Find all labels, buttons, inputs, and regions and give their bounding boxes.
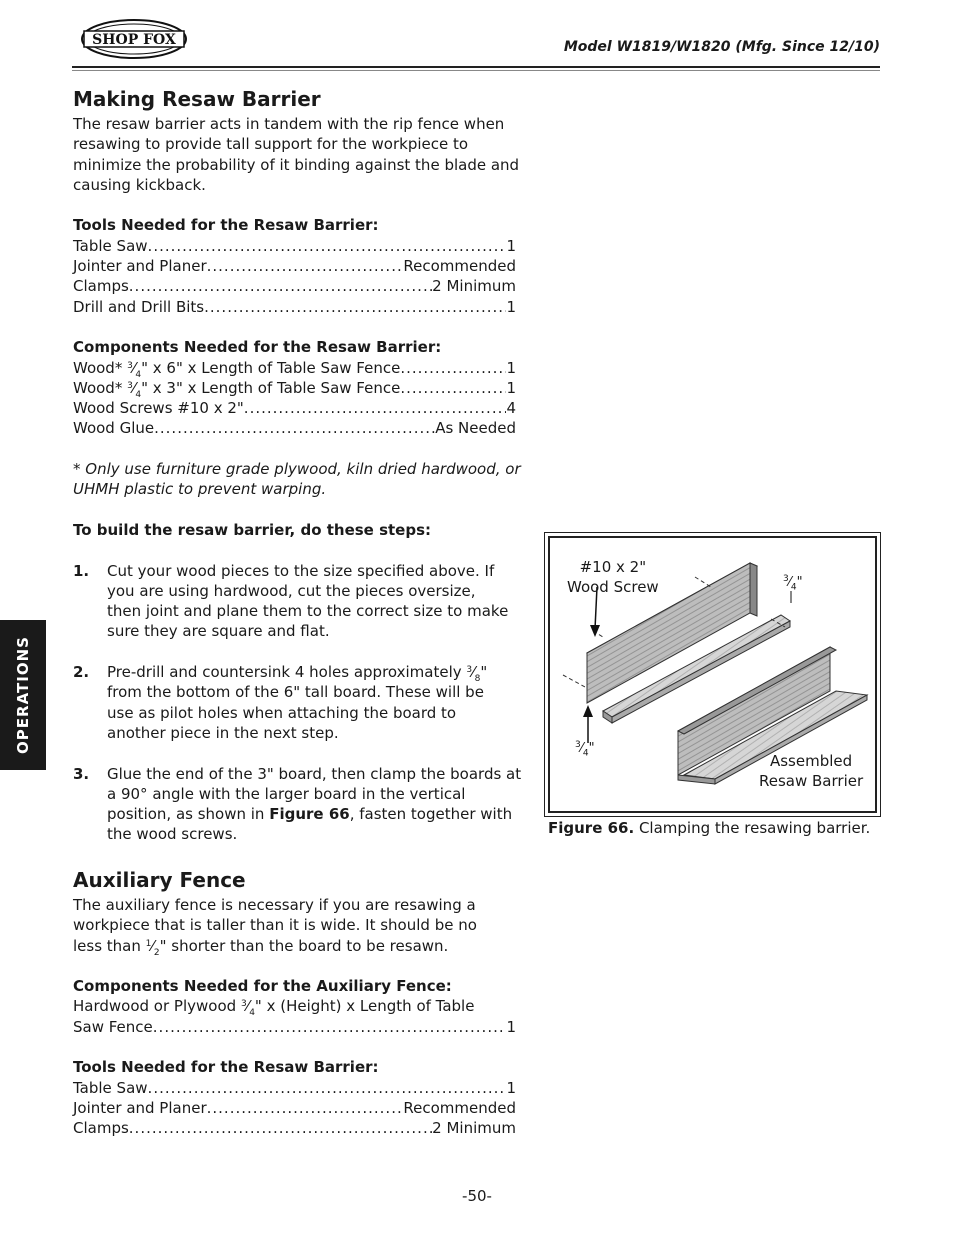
aux-title: Auxiliary Fence (73, 868, 246, 892)
figure-66 (544, 532, 881, 817)
components-row: Wood Glue ..... As Needed (73, 418, 516, 438)
step-2: 2. Pre-drill and countersink 4 holes approximately $^3⁄_8$" from the bottom of the 6" tall board. These will be use as pilot holes when attaching the board to another piece in the next step. (73, 663, 488, 742)
components-row: Wood Screws #10 x 2" ..... 4 (73, 398, 516, 418)
aux-tools-row: Jointer and Planer ..... Recommended (73, 1098, 516, 1118)
resaw-intro: The resaw barrier acts in tandem with the rip fence when resawing to provide tall support for the workpiece to minimize the probability of it binding against the blade and causing kickback. (73, 115, 520, 194)
steps-heading: To build the resaw barrier, do these steps: (73, 520, 432, 539)
model-header: Model W1819/W1820 (Mfg. Since 12/10) (563, 39, 880, 55)
step-3: 3. Glue the end of the 3" board, then clamp the boards at a 90° angle with the larger board in the vertical position, as shown in Figure 66, fasten together with the wood screws. (73, 764, 522, 844)
step-1: 1. Cut your wood pieces to the size specified above. If you are using hardwood, cut the pieces oversize, then joint and plane them to the correct size to make sure they are square and flat. (73, 561, 509, 641)
figure-66-reference: Figure 66 (269, 805, 350, 824)
header-rule-thin (72, 70, 880, 71)
resaw-title: Making Resaw Barrier (73, 87, 321, 111)
page-number: -50- (462, 1187, 492, 1205)
tools-row: Table Saw ..... 1 (73, 236, 516, 256)
aux-tools-row: Clamps ..... 2 Minimum (73, 1118, 516, 1138)
aux-component-line: Hardwood or Plywood $^3⁄_4$" x (Height) x Length of Table (73, 997, 475, 1019)
fraction-label-bottom: $^3⁄_4$" (575, 740, 595, 759)
aux-intro: The auxiliary fence is necessary if you are resawing a workpiece that is taller than it is wide. It should be no less than $^1⁄_2$" shorter than the board to be resawn. (73, 896, 477, 958)
section-tab-label: OPERATIONS (14, 636, 32, 754)
tools-row: Jointer and Planer ..... Recommended (73, 256, 516, 276)
aux-components-heading: Components Needed for the Auxiliary Fence: (73, 977, 452, 996)
resaw-section (73, 86, 523, 845)
fraction-label-top: $^3⁄_4$" (783, 574, 803, 593)
figure-caption: Figure 66. Clamping the resawing barrier. (548, 819, 871, 837)
aux-component-row: Saw Fence ..... 1 (73, 1017, 516, 1037)
assembled-barrier-label: Assembled Resaw Barrier (759, 752, 864, 790)
resaw-components-heading: Components Needed for the Resaw Barrier: (73, 338, 442, 357)
section-tab (0, 620, 46, 770)
tools-row: Drill and Drill Bits ..... 1 (73, 297, 516, 317)
svg-text:SHOP FOX: SHOP FOX (92, 32, 176, 48)
aux-tools-row: Table Saw ..... 1 (73, 1078, 516, 1098)
wood-note: * Only use furniture grade plywood, kiln dried hardwood, or UHMH plastic to prevent warping. (73, 460, 521, 499)
components-row: Wood* $^3⁄_4$" x 6" x Length of Table Saw Fence ..... 1 (73, 358, 516, 378)
header-rule (72, 66, 880, 68)
resaw-tools-heading: Tools Needed for the Resaw Barrier: (73, 216, 379, 235)
shop-fox-logo (80, 18, 188, 60)
aux-section (73, 867, 523, 1139)
components-row: Wood* $^3⁄_4$" x 3" x Length of Table Saw Fence ..... 1 (73, 378, 516, 398)
aux-tools-heading: Tools Needed for the Resaw Barrier: (73, 1058, 379, 1077)
wood-screw-label: #10 x 2" Wood Screw (567, 558, 659, 596)
tools-row: Clamps ..... 2 Minimum (73, 276, 516, 296)
